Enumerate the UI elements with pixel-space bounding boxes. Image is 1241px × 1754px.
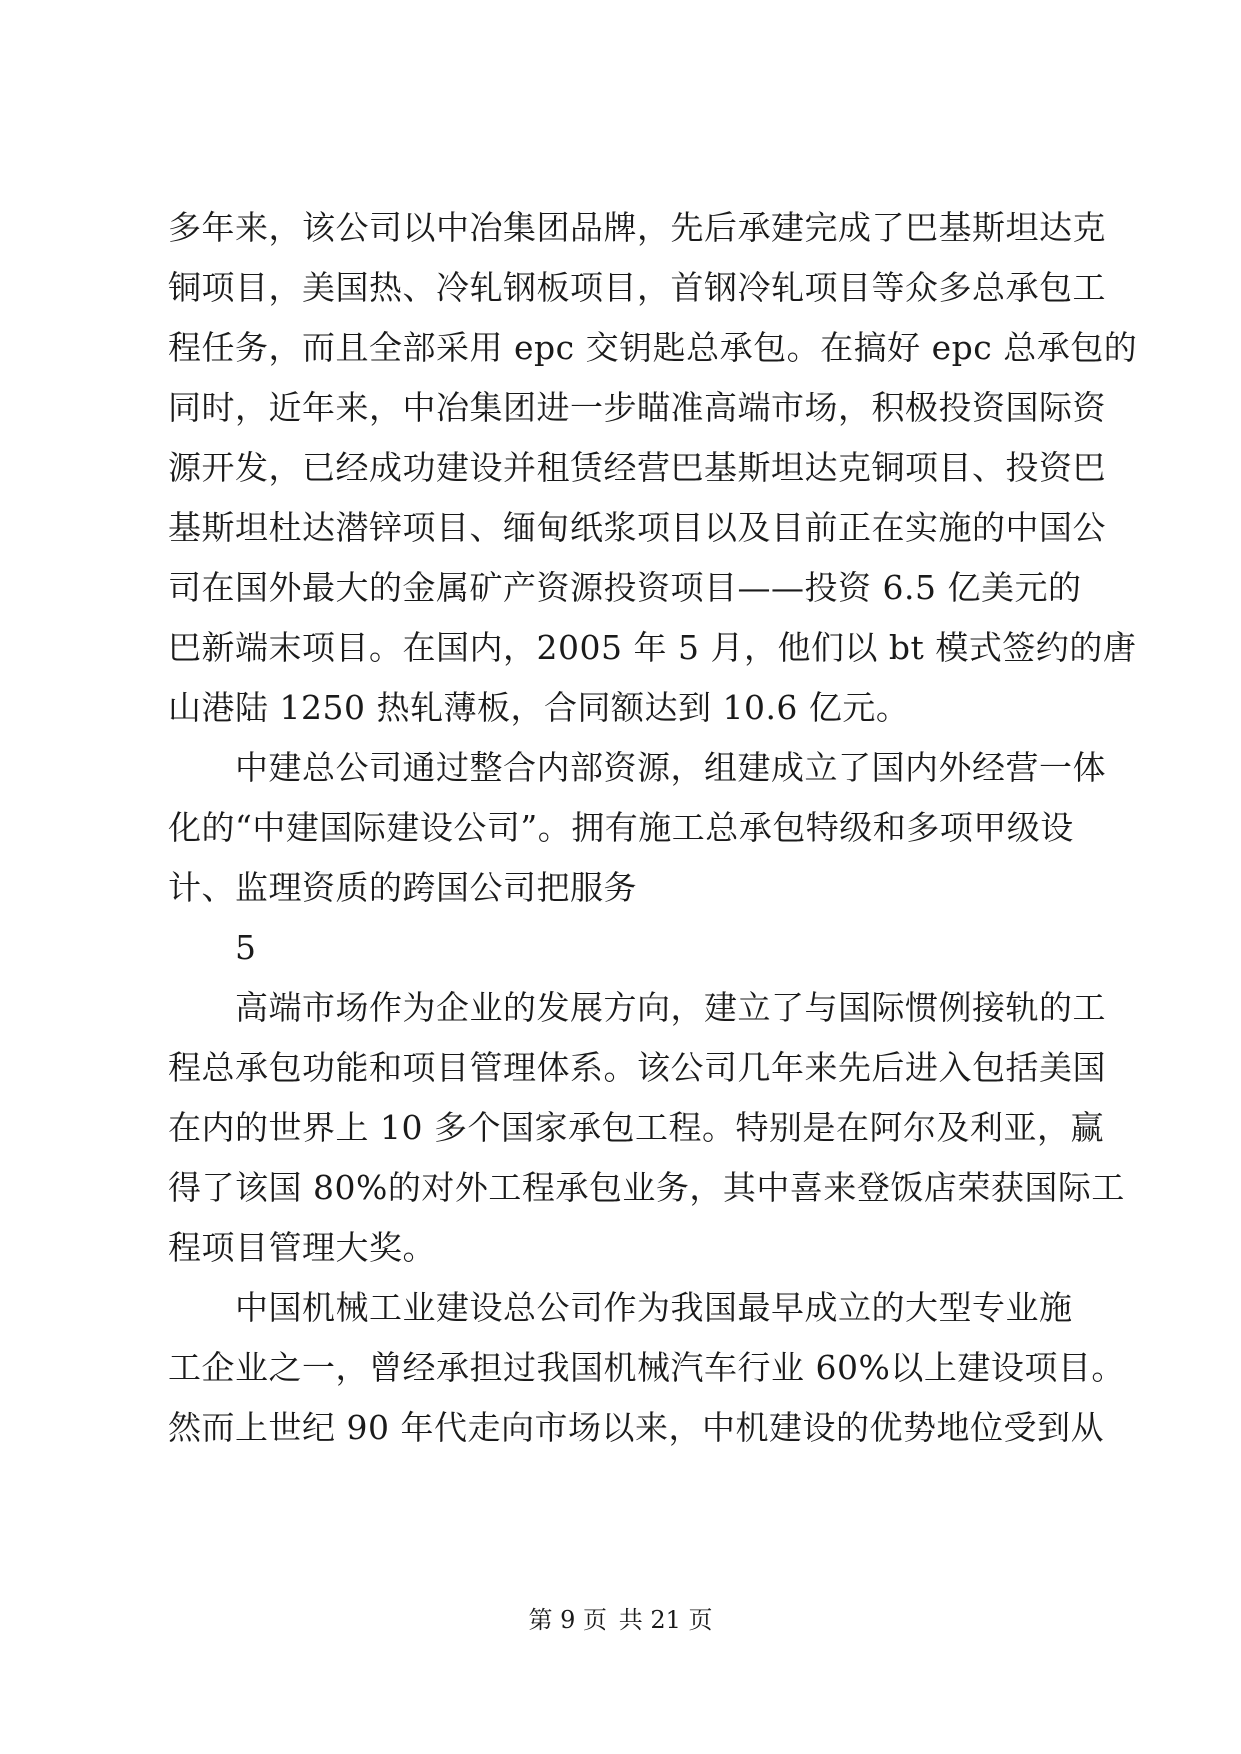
total-pages: 共 21 页 — [618, 1606, 713, 1634]
text-line: 中国机械工业建设总公司作为我国最早成立的大型专业施 — [235, 1288, 1073, 1327]
text-line: 多年来，该公司以中冶集团品牌，先后承建完成了巴基斯坦达克 — [168, 208, 1106, 247]
text-line: 中建总公司通过整合内部资源，组建成立了国内外经营一体 — [235, 748, 1106, 787]
text-line: 司在国外最大的金属矿产资源投资项目——投资 6.5 亿美元的 — [168, 568, 1082, 607]
page-footer — [0, 1605, 1241, 1635]
text-line: 程项目管理大奖。 — [168, 1228, 436, 1267]
text-line: 得了该国 80%的对外工程承包业务，其中喜来登饭店荣获国际工 — [168, 1168, 1125, 1207]
text-line: 源开发，已经成功建设并租赁经营巴基斯坦达克铜项目、投资巴 — [168, 448, 1106, 487]
text-line: 计、监理资质的跨国公司把服务 — [168, 868, 637, 907]
text-line: 程任务，而且全部采用 epc 交钥匙总承包。在搞好 epc 总承包的 — [168, 328, 1138, 367]
text-line: 然而上世纪 90 年代走向市场以来，中机建设的优势地位受到从 — [168, 1408, 1104, 1447]
text-line: 工企业之一，曾经承担过我国机械汽车行业 60%以上建设项目。 — [168, 1348, 1125, 1387]
text-line: 山港陆 1250 热轧薄板，合同额达到 10.6 亿元。 — [168, 688, 910, 727]
text-line: 基斯坦杜达潜锌项目、缅甸纸浆项目以及目前正在实施的中国公 — [168, 508, 1106, 547]
text-line: 化的“中建国际建设公司”。拥有施工总承包特级和多项甲级设 — [168, 808, 1074, 847]
text-line: 巴新端末项目。在国内，2005 年 5 月，他们以 bt 模式签约的唐 — [168, 628, 1137, 667]
page-number-inline: 5 — [235, 928, 257, 967]
text-line: 同时，近年来，中冶集团进一步瞄准高端市场，积极投资国际资 — [168, 388, 1106, 427]
text-line: 高端市场作为企业的发展方向，建立了与国际惯例接轨的工 — [235, 988, 1106, 1027]
page-indicator: 第 9 页 — [528, 1606, 608, 1634]
text-line: 在内的世界上 10 多个国家承包工程。特别是在阿尔及利亚，赢 — [168, 1108, 1104, 1147]
text-line: 程总承包功能和项目管理体系。该公司几年来先后进入包括美国 — [168, 1048, 1106, 1087]
text-line: 铜项目，美国热、冷轧钢板项目，首钢冷轧项目等众多总承包工 — [168, 268, 1106, 307]
